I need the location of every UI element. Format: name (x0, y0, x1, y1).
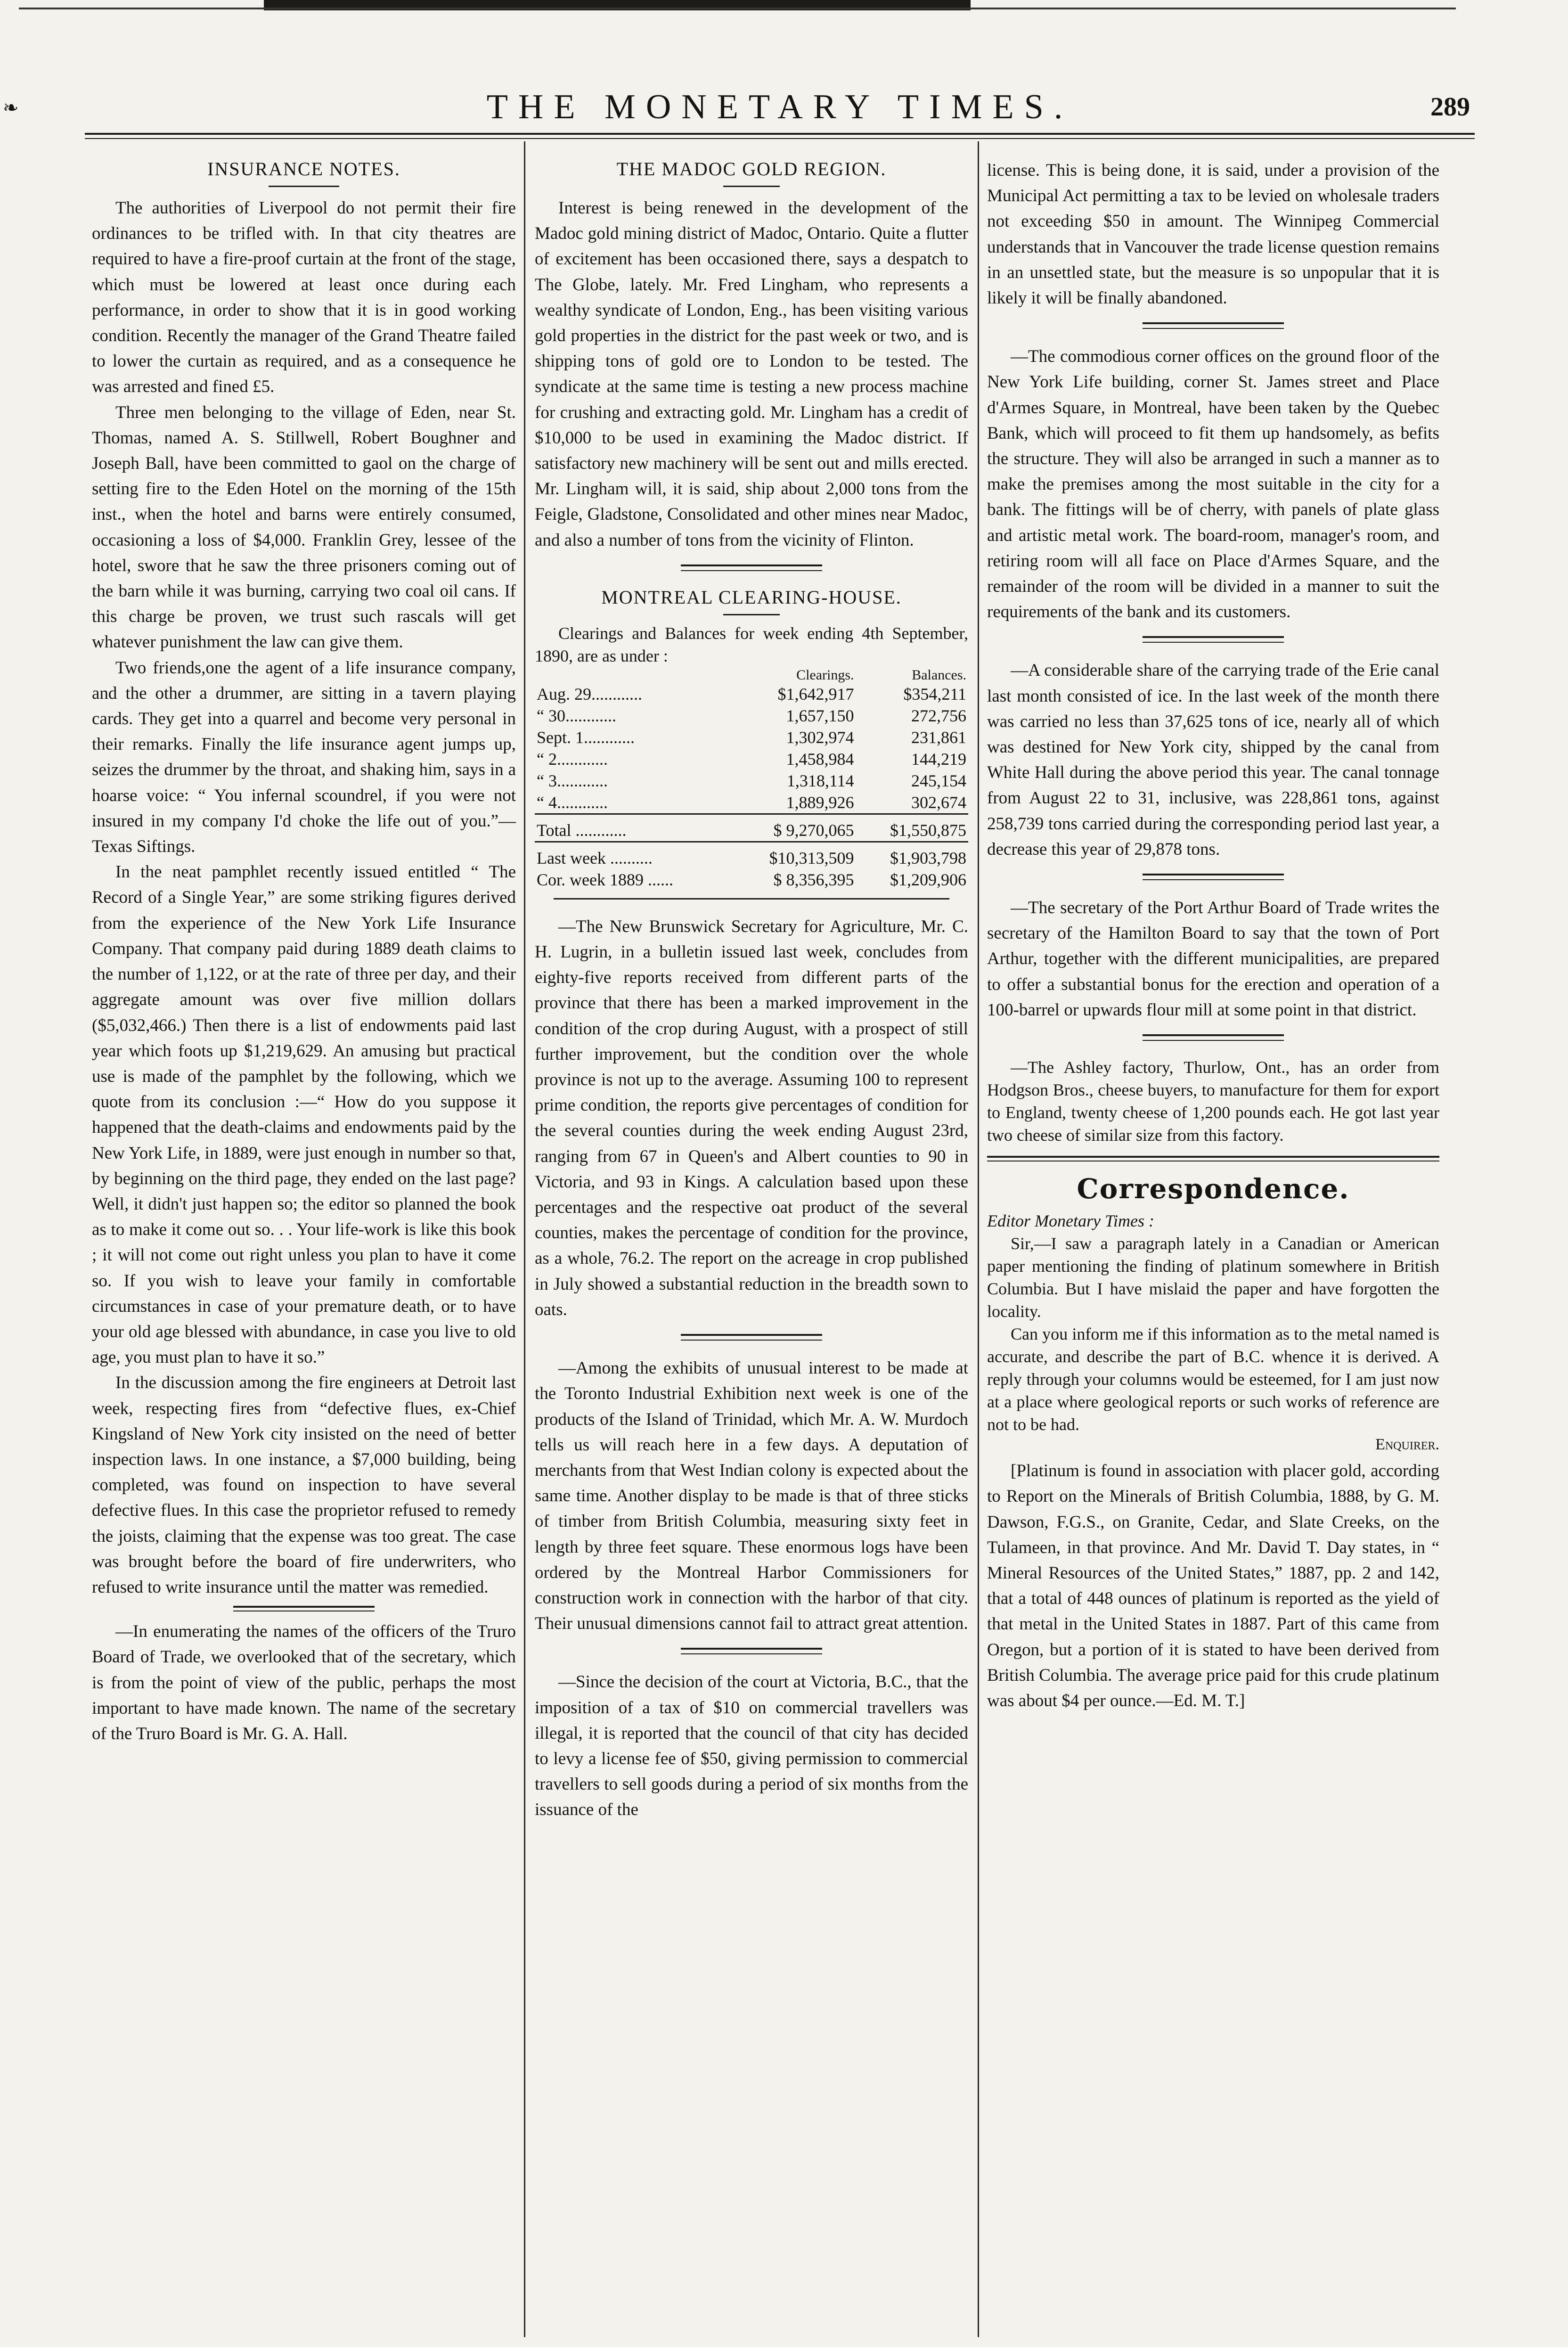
balances-value: $1,903,798 (856, 842, 968, 869)
section-separator (987, 311, 1439, 344)
insurance-notes-heading: INSURANCE NOTES. (207, 158, 400, 180)
table-row (535, 705, 968, 727)
section-separator (535, 553, 968, 586)
balances-value: 272,756 (911, 706, 966, 725)
clearings-value: 1,318,114 (786, 771, 854, 790)
ashley-article: —The Ashley factory, Thurlow, Ont., has an order from Hodgson Bros., cheese buyers, to manufacture for them for export to England, twenty cheese of 1,200 pounds each. He got last year two cheese of similar size from this factory. (987, 1058, 1439, 1145)
letter-signature: Enquirer. (1375, 1436, 1439, 1454)
section-separator (535, 1323, 968, 1356)
section-separator (987, 862, 1439, 895)
article-paragraph: —In enumerating the names of the officers of the Truro Board of Trade, we overlooked that of the secretary, which is from the point of view of the public, perhaps the most important to have made known. The name of the secretary of the Truro Board is Mr. G. A. Hall. (92, 1622, 516, 1743)
letter-body: Can you inform me if this information as to the metal named is accurate, and describe the part of B.C. whence it is derived. A reply through your columns would be esteemed, for I am just now at a place where geological reports or such works of reference are not to be had. (987, 1325, 1439, 1434)
header-rule-thin (85, 138, 1475, 139)
column-2 (535, 144, 968, 1823)
victoria-article: —Since the decision of the court at Victoria, B.C., that the imposition of a tax of $10 on commercial travellers was illegal, it is reported that the council of that city has decided to levy a license fee of $50, giving permission to commercial travellers to sell goods during a period of six months from the issuance of the (535, 1672, 968, 1820)
column-divider (524, 141, 525, 2337)
table-total-row (535, 814, 968, 842)
column-1 (92, 144, 516, 1747)
clearings-value: $10,313,509 (732, 842, 856, 869)
clearing-table (535, 667, 968, 891)
section-separator (987, 1023, 1439, 1056)
clearings-value: 1,657,150 (786, 706, 854, 725)
section-separator (535, 891, 968, 914)
editor-reply: [Platinum is found in association with placer gold, according to Report on the Minerals of British Columbia, 1888, by G. M. Dawson, F.G.S., on Granite, Cedar, and Slate Creeks, on the Tulameen, in that province. And Mr. David T. Day states, in “ Mineral Resources of the United States,” 1887, pp. 2 and 142, that a total of 448 ounces of platinum is reported as the yield of that metal in the United States in 1887. Part of this came from Oregon, but a portion of it is stated to have been derived from British Columbia. The average price paid for this crude platinum was about $4 per ounce.—Ed. M. T.] (987, 1461, 1439, 1710)
nb-crop-article: —The New Brunswick Secretary for Agriculture, Mr. C. H. Lugrin, in a bulletin issued last week, concludes from eighty-five reports received from different parts of the province that there has been a marked improvement in the condition of the crop during August, with a prospect of still further improvement, but the condition over the whole province is not up to the average. Assuming 100 to represent prime condition, the reports give percentages of condition for the several counties during the week ending August 23rd, ranging from 67 in Queen's and Albert counties to 90 in Victoria, and 93 in Kings. A calculation based upon these percentages and the respective oat product of the several counties, makes the percentage of condition for the province, as a whole, 76.2. The report on the acreage in crop published in July showed a substantial reduction in the breadth sown to oats. (535, 916, 968, 1319)
clearings-value: 1,458,984 (786, 749, 854, 769)
balances-value: 144,219 (911, 749, 966, 769)
letter-address: Editor Monetary Times : (987, 1211, 1154, 1231)
row-label: Aug. 29............ (537, 684, 642, 703)
column-header-balances: Balances. (912, 667, 966, 683)
article-paragraph: Three men belonging to the village of Eden, near St. Thomas, named A. S. Stillwell, Robert Boughner and Joseph Ball, have been committed to gaol on the charge of setting fire to the Eden Hotel on the morning of the 15th inst., when the hotel and barns were entirely consumed, occasioning a loss of $4,000. Franklin Grey, lessee of the hotel, swore that he saw the three prisoners coming out of the barn while it was burning, carrying two coal oil cans. If this charge be proven, we trust such rascals will get whatever punishment the law can give them. (92, 402, 516, 652)
clearings-value: 1,889,926 (786, 793, 854, 812)
section-separator (987, 625, 1439, 658)
row-label: Sept. 1............ (537, 728, 635, 747)
balances-value: 302,674 (911, 793, 966, 812)
table-row (535, 770, 968, 792)
header-rule (85, 133, 1475, 135)
table-row (535, 727, 968, 748)
clearing-house-heading: MONTREAL CLEARING-HOUSE. (601, 586, 902, 608)
row-label: “ 4............ (537, 793, 608, 812)
page-number: 289 (1430, 92, 1470, 122)
madoc-heading: THE MADOC GOLD REGION. (616, 158, 887, 180)
row-label: “ 2............ (537, 749, 608, 769)
masthead (85, 87, 1475, 139)
balances-value: $1,550,875 (856, 814, 968, 842)
page-title: THE MONETARY TIMES. (486, 88, 1073, 126)
top-border (0, 0, 1568, 19)
article-paragraph: Two friends,one the agent of a life insurance company, and the other a drummer, are sitting in a tavern playing cards. They get into a quarrel and become very personal in their remarks. Finally the life insurance agent jumps up, seizes the drummer by the throat, and shaking him, says in a hoarse voice: “ You infernal scoundrel, if you were not insured in my company I'd choke the life out of you.”—Texas Siftings. (92, 658, 516, 857)
clearings-value: $ 9,270,065 (732, 814, 856, 842)
section-separator (987, 1146, 1439, 1173)
column-3 (987, 144, 1439, 1714)
row-label: “ 3............ (537, 771, 608, 790)
clearings-value: 1,302,974 (786, 728, 854, 747)
table-row (535, 842, 968, 869)
balances-value: 245,154 (911, 771, 966, 790)
clearing-intro: Clearings and Balances for week ending 4th September, 1890, are as under : (535, 623, 968, 665)
madoc-article: Interest is being renewed in the development of the Madoc gold mining district of Madoc, Ontario. Quite a flutter of excitement has been occasioned there, says a despatch to The Globe, lately. Mr. Fred Lingham, who represents a wealthy syndicate of London, Eng., has been visiting various gold properties in the district for the past week or two, and is shipping tons of gold ore to London to be tested. The syndicate at the same time is testing a new process machine for crushing and extracting gold. Mr. Lingham has a credit of $10,000 to be used in examining the Madoc district. If satisfactory new machinery will be sent out and mills erected. Mr. Lingham will, it is said, ship about 2,000 tons from the Feigle, Gladstone, Consolidated and other mines near Madoc, and also a number of tons from the vicinity of Flinton. (535, 198, 968, 550)
letter-body: Sir,—I saw a paragraph lately in a Canadian or American paper mentioning the finding of platinum somewhere in British Columbia. But I have mislaid the paper and have forgotten the locality. (987, 1234, 1439, 1321)
article-paragraph: In the neat pamphlet recently issued entitled “ The Record of a Single Year,” are some striking figures derived from the experience of the New York Life Insurance Company. That company paid during 1889 death claims to the number of 1,122, or at the rate of three per day, and their aggregate amount was over five million dollars ($5,032,466.) Then there is a list of endowments paid last year which foots up $1,219,629. An amusing but practical use is made of the pamphlet by the following, which we quote from its conclusion :—“ How do you suppose it happened that the death-claims and endowments paid by the New York Life, in 1889, were just enough in number so that, by beginning on the third page, they ended on the last page? Well, it didn't just happen so; the editor so planned the book as to make it come out so. . . Your life-work is like this book ; it will not come out right unless you plan to have it come so. If you wish to leave your family in comfortable circumstances in case of your premature death, or to have your old age blessed with abundance, in case you live to old age, you must plan to have it so.” (92, 862, 516, 1367)
column-divider (978, 141, 979, 2337)
exhibition-article: —Among the exhibits of unusual interest to be made at the Toronto Industrial Exhibition next week is one of the products of the Island of Trinidad, which Mr. A. W. Murdoch tells us will reach here in a few days. A deputation of merchants from that West Indian colony is expected about the same time. Another display to be made is that of three sticks of timber from British Columbia, measuring sixty feet in length by three feet square. These enormous logs have been ordered by the Montreal Harbor Commissioners for construction work in connection with the harbor of that city. Their unusual dimensions cannot fail to attract great attention. (535, 1358, 968, 1634)
clearings-value: $1,642,917 (777, 684, 854, 703)
port-arthur-article: —The secretary of the Port Arthur Board of Trade writes the secretary of the Hamilton Board to say that the town of Port Arthur, together with the different municipalities, are prepared to offer a substantial bonus for the erection and operation of a 100-barrel or upwards flour mill at some point in that district. (987, 898, 1439, 1020)
section-separator (92, 1600, 516, 1619)
column-header-clearings: Clearings. (796, 667, 854, 683)
table-row (535, 869, 968, 891)
table-row (535, 748, 968, 770)
clearings-value: $ 8,356,395 (773, 870, 854, 889)
license-article-continued: license. This is being done, it is said, under a provision of the Municipal Act permitting a tax to be levied on wholesale traders not exceeding $50 in amount. The Winnipeg Commercial understands that in Vancouver the trade license question remains in an unsettled state, but the measure is so unpopular that it is likely it will be finally abandoned. (987, 161, 1439, 308)
row-label: Cor. week 1889 ...... (537, 870, 673, 889)
article-paragraph: In the discussion among the fire engineers at Detroit last week, respecting fires from “defective flues, ex-Chief Kingsland of New York city insisted on the need of better inspection laws. In one instance, a $7,000 building, being completed, was found on inspection to have several defective flues. In this case the proprietor refused to remedy the joists, claiming that the expense was too great. The case was brought before the board of fire underwriters, who refused to write insurance until the matter was remedied. (92, 1373, 516, 1597)
offices-article: —The commodious corner offices on the ground floor of the New York Life building, corner St. James street and Place d'Armes Square, in Montreal, have been taken by the Quebec Bank, which will proceed to fit them up handsomely, as befits the structure. They will also be arranged in such a manner as to make the premises among the most suitable in the city for a bank. The fittings will be of cherry, with panels of plate glass and artistic metal work. The board-room, manager's room, and retiring room will all face on Place d'Armes Square, and the remainder of the room will be divided in a manner to suit the requirements of the bank and its customers. (987, 347, 1439, 622)
row-label: Total ............ (535, 814, 732, 842)
row-label: Last week .......... (535, 842, 732, 869)
section-separator (535, 1636, 968, 1669)
balances-value: $1,209,906 (890, 870, 966, 889)
correspondence-heading: Correspondence. (1077, 1173, 1350, 1205)
table-row (535, 792, 968, 814)
row-label: “ 30............ (537, 706, 616, 725)
article-paragraph: The authorities of Liverpool do not permit their fire ordinances to be trifled with. In that city theatres are required to have a fire-proof curtain at the front of the stage, which must be lowered at least once during each performance, in order to show that it is in good working condition. Recently the manager of the Grand Theatre failed to lower the curtain as required, and as a consequence he was arrested and fined £5. (92, 198, 516, 397)
erie-canal-article: —A considerable share of the carrying trade of the Erie canal last month consisted of ice. In the last week of the month there was carried no less than 37,625 tons of ice, nearly all of which was destined for New York city, shipped by the canal from White Hall during the above period this year. The canal tonnage from August 22 to 31, inclusive, was 228,861 tons, against 258,739 tons carried during the corresponding period last year, a decrease this year of 29,878 tons. (987, 661, 1439, 859)
balances-value: $354,211 (903, 684, 966, 703)
table-row (535, 683, 968, 705)
margin-mark: ❧ (3, 97, 19, 118)
balances-value: 231,861 (911, 728, 966, 747)
